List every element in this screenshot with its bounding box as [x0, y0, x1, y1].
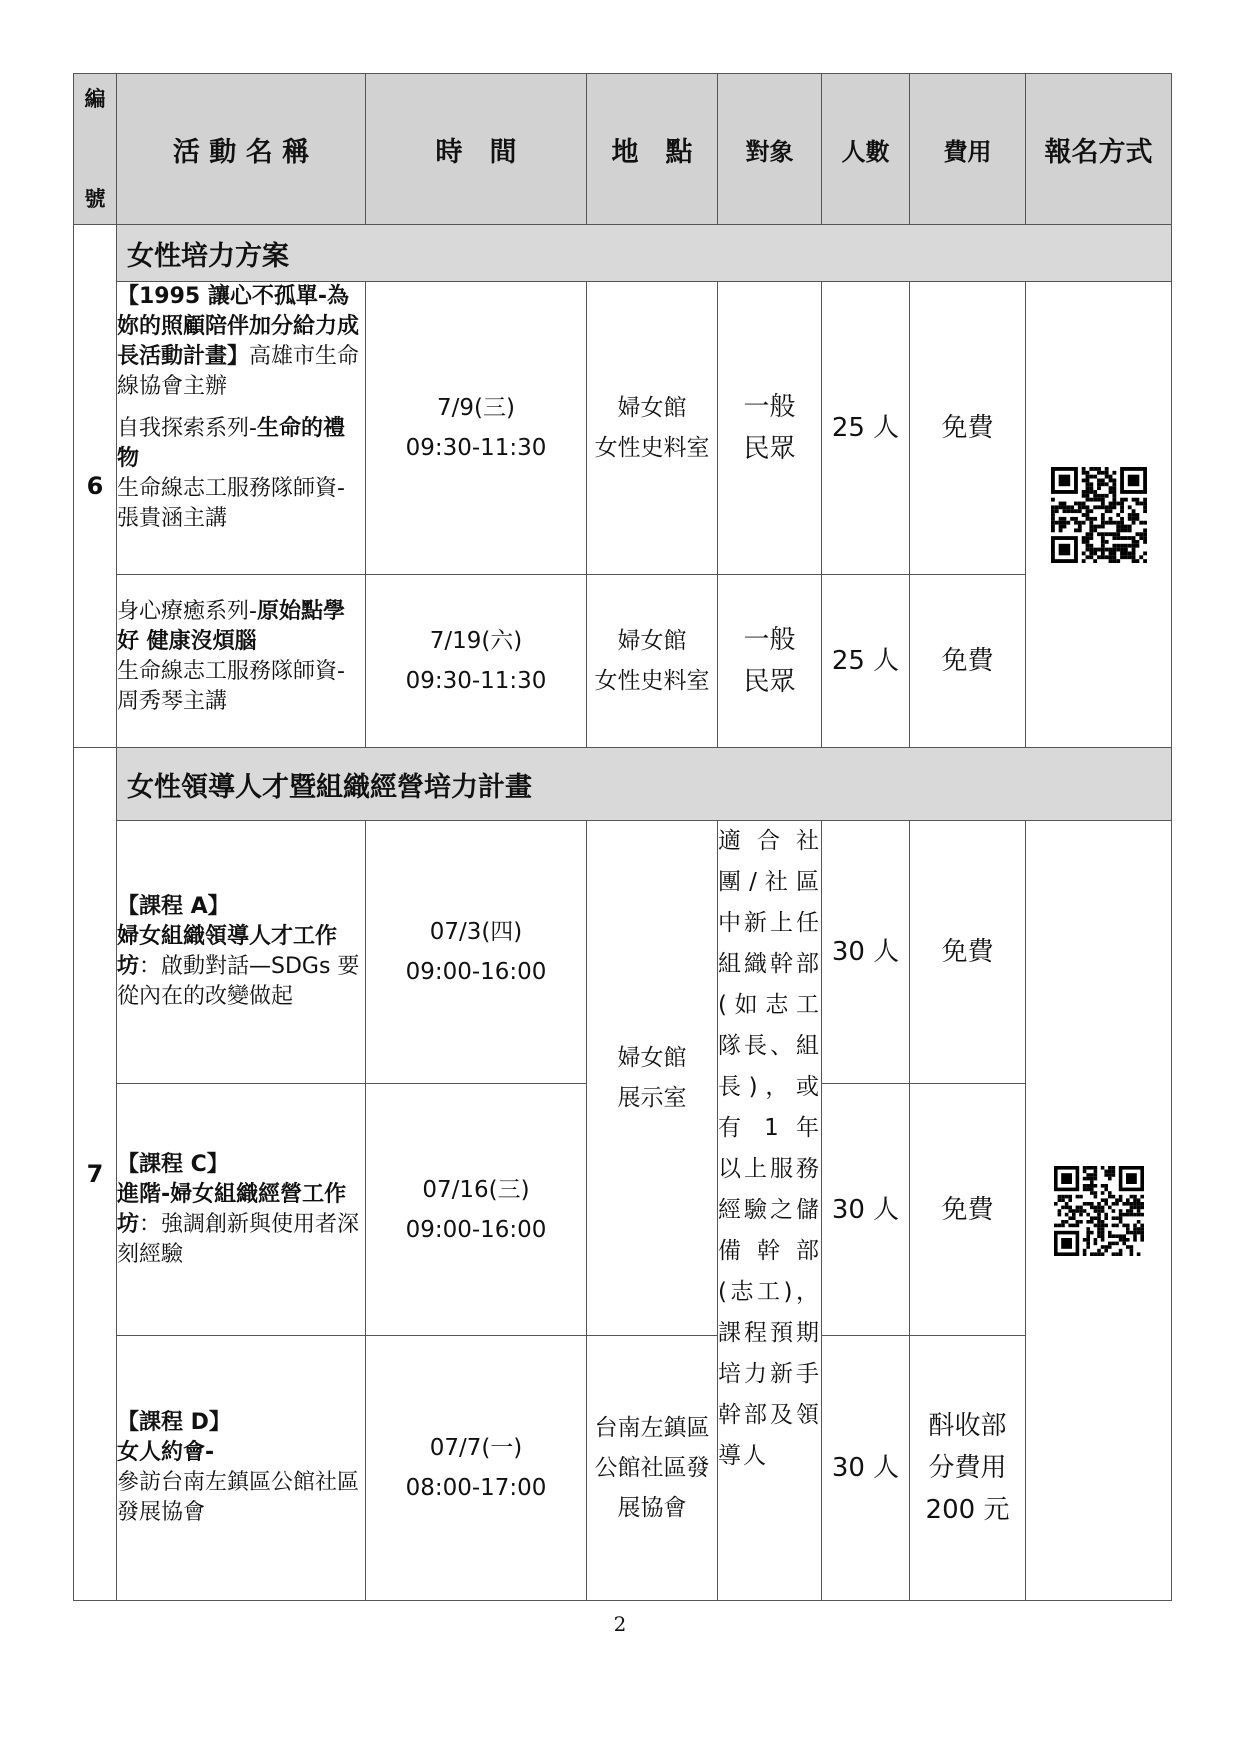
activity-target: 一般 民眾: [718, 282, 822, 575]
signup-cell: [1026, 821, 1172, 1601]
activity-time: 7/19(六) 09:30-11:30: [366, 575, 587, 748]
activity-name: 身心療癒系列-原始點學好 健康沒煩腦 生命線志工服務隊師資-周秀琴主講: [117, 575, 366, 748]
qr-code-icon[interactable]: [1051, 467, 1147, 563]
activity-time: 07/7(一) 08:00-17:00: [366, 1336, 587, 1601]
section-number: 7: [74, 748, 117, 1601]
section-row: [74, 225, 1172, 282]
header-signup: 報名方式: [1026, 74, 1172, 225]
header-activity-name: 活 動 名 稱: [117, 74, 366, 225]
section-row: [74, 748, 1172, 821]
activity-fee: 免費: [910, 1084, 1026, 1336]
activity-count: 30 人: [822, 1084, 910, 1336]
header-fee: 費用: [910, 74, 1026, 225]
table-row: [74, 821, 1172, 1084]
section-title: 女性培力方案: [117, 225, 1172, 282]
activity-name: 【課程 C】 進階-婦女組織經營工作坊：強調創新與使用者深刻經驗: [117, 1084, 366, 1336]
activity-count: 25 人: [822, 575, 910, 748]
activity-fee: 免費: [910, 821, 1026, 1084]
activity-time: 07/16(三) 09:00-16:00: [366, 1084, 587, 1336]
activity-count: 25 人: [822, 282, 910, 575]
activity-name: 【課程 A】 婦女組織領導人才工作坊：啟動對話—SDGs 要從內在的改變做起: [117, 821, 366, 1084]
activity-count: 30 人: [822, 821, 910, 1084]
header-target: 對象: [718, 74, 822, 225]
header-time: 時 間: [366, 74, 587, 225]
section-title: 女性領導人才暨組織經營培力計畫: [117, 748, 1172, 821]
activity-place: 台南左鎮區 公館社區發 展協會: [587, 1336, 718, 1601]
schedule-table: [73, 73, 1172, 1601]
table-row: [74, 575, 1172, 748]
activity-fee: 酙收部 分費用 200 元: [910, 1336, 1026, 1601]
activity-fee: 免費: [910, 575, 1026, 748]
activity-time: 07/3(四) 09:00-16:00: [366, 821, 587, 1084]
activity-count: 30 人: [822, 1336, 910, 1601]
signup-cell: [1026, 282, 1172, 748]
activity-place: 婦女館 展示室: [587, 821, 718, 1336]
header-count: 人數: [822, 74, 910, 225]
header-row: [74, 74, 1172, 225]
activity-place: 婦女館 女性史料室: [587, 282, 718, 575]
activity-fee: 免費: [910, 282, 1026, 575]
activity-time: 7/9(三) 09:30-11:30: [366, 282, 587, 575]
activity-name: 【課程 D】 女人約會- 參訪台南左鎮區公館社區發展協會: [117, 1336, 366, 1601]
activity-name: 【1995 讓心不孤單-為妳的照顧陪伴加分給力成長活動計畫】高雄市生命線協會主辦 自我探索系列-生命的禮物 生命線志工服務隊師資-張貴涵主講: [117, 282, 366, 575]
section-number: 6: [74, 225, 117, 748]
table-row: [74, 1336, 1172, 1601]
activity-place: 婦女館 女性史料室: [587, 575, 718, 748]
header-place: 地 點: [587, 74, 718, 225]
table-row: [74, 282, 1172, 575]
qr-code-icon[interactable]: [1054, 1166, 1144, 1256]
page-number: 2: [613, 1612, 627, 1636]
header-number: 編 號: [74, 74, 117, 225]
activity-target: 一般 民眾: [718, 575, 822, 748]
activity-target: 適合社團/社區中新上任組織幹部(如志工隊長、組長)，或有 1 年以上服務經驗之儲備幹部(志工)，課程預期培力新手幹部及領導人: [718, 821, 822, 1601]
